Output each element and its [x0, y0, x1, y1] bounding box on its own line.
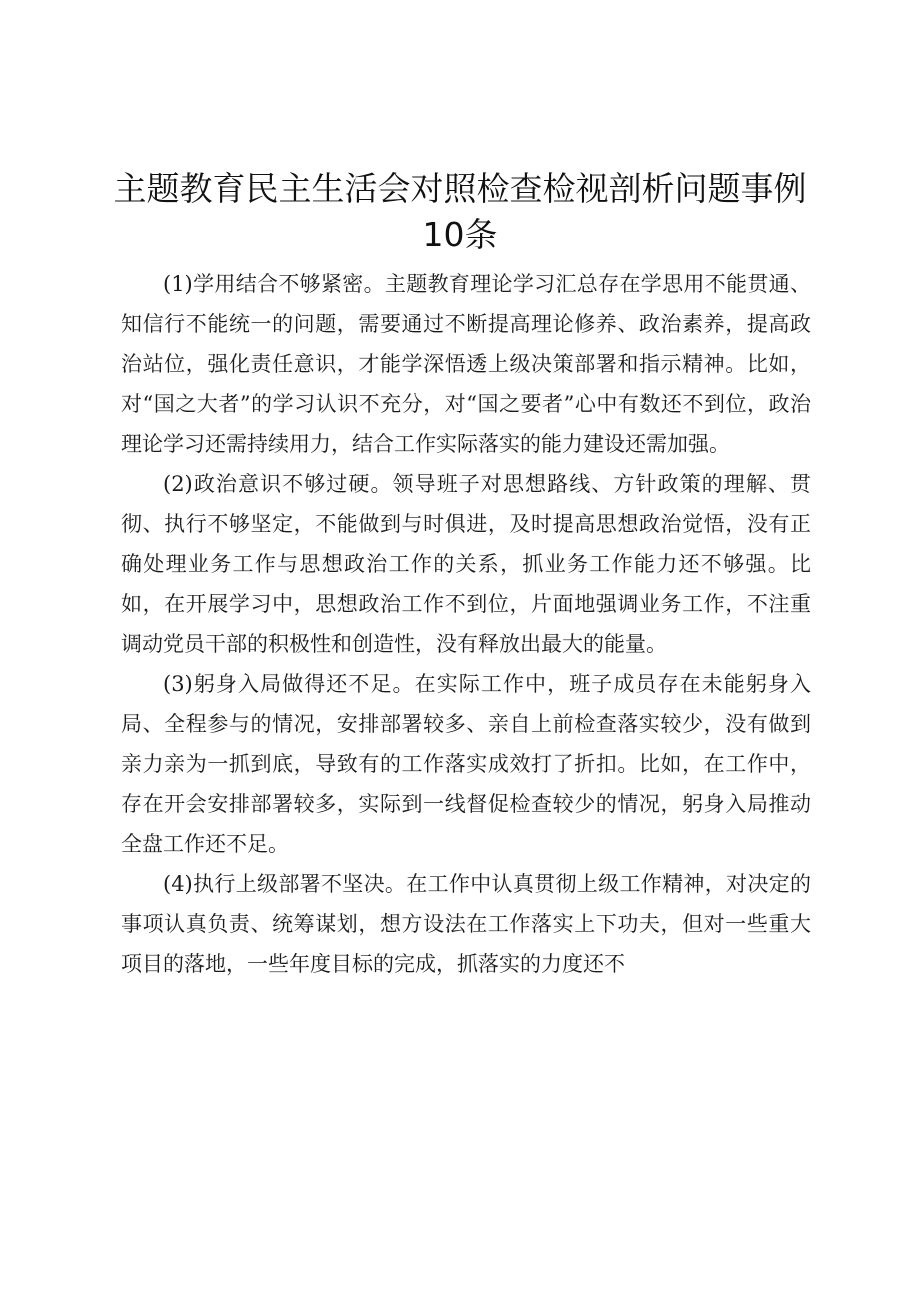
paragraph-3: (3)躬身入局做得还不足。在实际工作中，班子成员存在未能躬身入局、全程参与的情况，安排部署较多、亲自上前检查落实较少，没有做到亲力亲为一抓到底，导致有的工作落实成效打了折扣。比如，在工作中，存在开会安排部署较多，实际到一线督促检查较少的情况，躬身入局推动全盘工作还不足。 [121, 672, 811, 856]
paragraph-4: (4)执行上级部署不坚决。在工作中认真贯彻上级工作精神，对决定的事项认真负责、统筹谋划，想方设法在工作落实上下功夫，但对一些重大项目的落地，一些年度目标的完成，抓落实的力度还不 [121, 872, 811, 976]
document-body [121, 264, 811, 984]
paragraph-1: (1)学用结合不够紧密。主题教育理论学习汇总存在学思用不能贯通、知信行不能统一的问题，需要通过不断提高理论修养、政治素养，提高政治站位，强化责任意识，才能学深悟透上级决策部署和指示精神。比如，对“国之大者”的学习认识不充分，对“国之要者”心中有数还不到位，政治理论学习还需持续用力，结合工作实际落实的能力建设还需加强。 [121, 272, 811, 456]
paragraph-2: (2)政治意识不够过硬。领导班子对思想路线、方针政策的理解、贯彻、执行不够坚定，不能做到与时俱进，及时提高思想政治觉悟，没有正确处理业务工作与思想政治工作的关系，抓业务工作能力还不够强。比如，在开展学习中，思想政治工作不到位，片面地强调业务工作，不注重调动党员干部的积极性和创造性，没有释放出最大的能量。 [121, 472, 811, 656]
document-title: 主题教育民主生活会对照检查检视剖析问题事例10条 [113, 169, 807, 254]
